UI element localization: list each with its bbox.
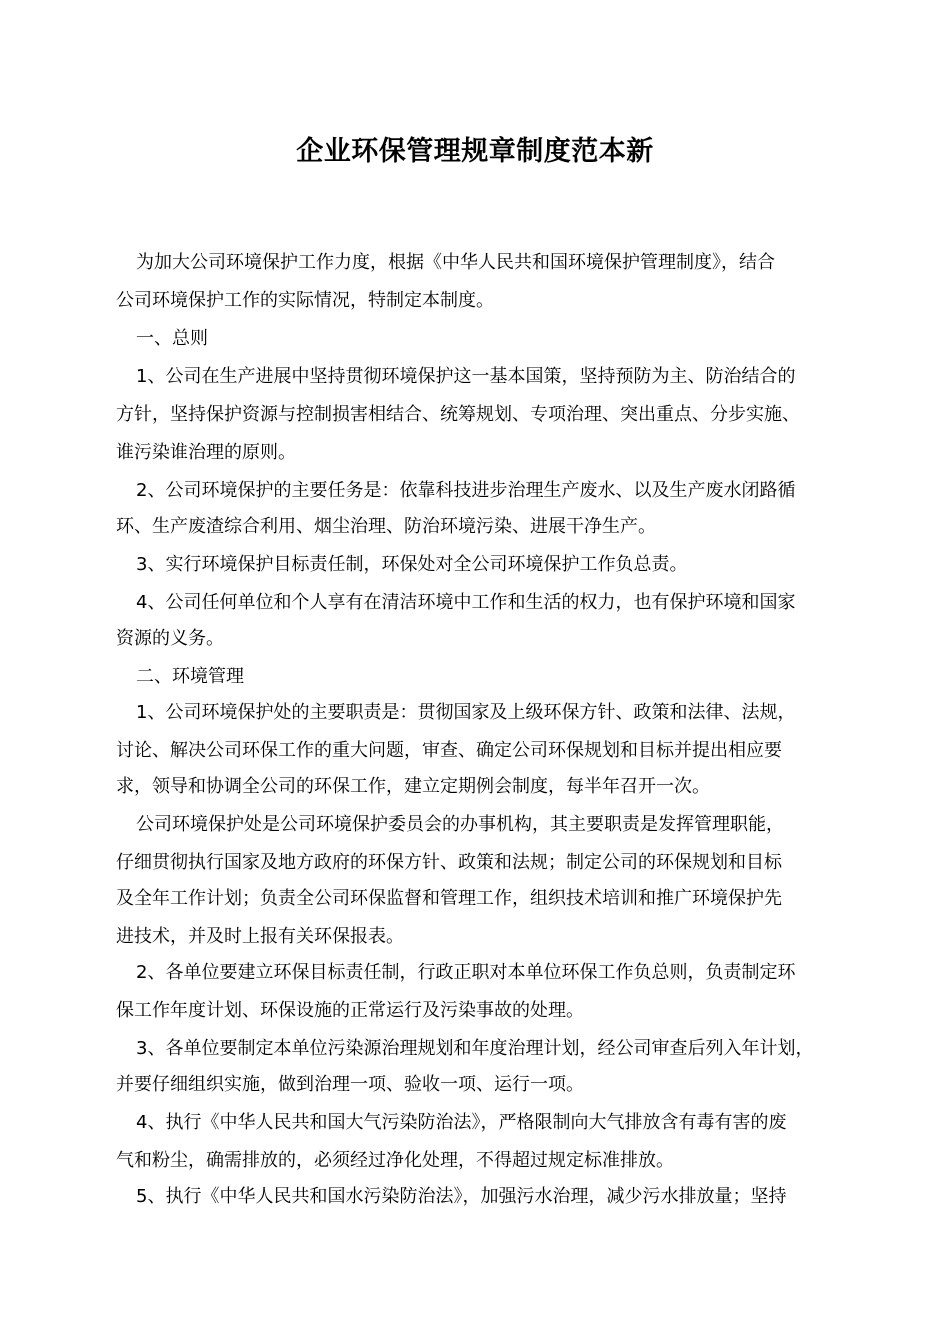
paragraph-line: 并要仔细组织实施，做到治理一项、验收一项、运行一项。 <box>116 1074 584 1095</box>
paragraph-line: 保工作年度计划、环保设施的正常运行及污染事故的处理。 <box>116 1000 584 1021</box>
paragraph-line: 仔细贯彻执行国家及地方政府的环保方针、政策和法规；制定公司的环保规划和目标 <box>116 852 782 873</box>
paragraph-line: 4、公司任何单位和个人享有在清洁环境中工作和生活的权力，也有保护环境和国家 <box>136 592 796 613</box>
paragraph-line: 为加大公司环境保护工作力度，根据《中华人民共和国环境保护管理制度》，结合 <box>136 252 775 273</box>
paragraph-line: 公司环境保护工作的实际情况，特制定本制度。 <box>116 290 494 311</box>
paragraph-line: 环、生产废渣综合利用、烟尘治理、防治环境污染、进展干净生产。 <box>116 516 656 537</box>
paragraph-line: 求，领导和协调全公司的环保工作，建立定期例会制度，每半年召开一次。 <box>116 776 710 797</box>
paragraph-line: 讨论、解决公司环保工作的重大问题，审查、确定公司环保规划和目标并提出相应要 <box>116 740 782 761</box>
paragraph-line: 进技术，并及时上报有关环保报表。 <box>116 926 404 947</box>
paragraph-line: 4、执行《中华人民共和国大气污染防治法》，严格限制向大气排放含有毒有害的废 <box>136 1112 787 1133</box>
paragraph-line: 2、各单位要建立环保目标责任制，行政正职对本单位环保工作负总则，负责制定环 <box>136 962 796 983</box>
document-title: 企业环保管理规章制度范本新 <box>296 136 654 167</box>
paragraph-line: 1、公司在生产进展中坚持贯彻环境保护这一基本国策，坚持预防为主、防治结合的 <box>136 366 796 387</box>
paragraph-line: 公司环境保护处是公司环境保护委员会的办事机构，其主要职责是发挥管理职能， <box>136 814 784 835</box>
section-heading: 二、环境管理 <box>136 666 244 687</box>
paragraph-line: 3、各单位要制定本单位污染源治理规划和年度治理计划，经公司审查后列入年计划， <box>136 1038 814 1059</box>
paragraph-line: 方针，坚持保护资源与控制损害相结合、统筹规划、专项治理、突出重点、分步实施、 <box>116 404 800 425</box>
paragraph-line: 资源的义务。 <box>116 628 224 649</box>
paragraph-line: 5、执行《中华人民共和国水污染防治法》，加强污水治理，减少污水排放量；坚持 <box>136 1186 787 1207</box>
paragraph-line: 及全年工作计划；负责全公司环保监督和管理工作，组织技术培训和推广环境保护先 <box>116 888 782 909</box>
paragraph-line: 2、公司环境保护的主要任务是：依靠科技进步治理生产废水、以及生产废水闭路循 <box>136 480 796 501</box>
paragraph-line: 1、公司环境保护处的主要职责是：贯彻国家及上级环保方针、政策和法律、法规， <box>136 702 796 723</box>
paragraph-line: 谁污染谁治理的原则。 <box>116 442 296 463</box>
section-heading: 一、总则 <box>136 328 208 349</box>
paragraph-line: 3、实行环境保护目标责任制，环保处对全公司环境保护工作负总责。 <box>136 554 688 575</box>
paragraph-line: 气和粉尘，确需排放的，必须经过净化处理，不得超过规定标准排放。 <box>116 1150 674 1171</box>
